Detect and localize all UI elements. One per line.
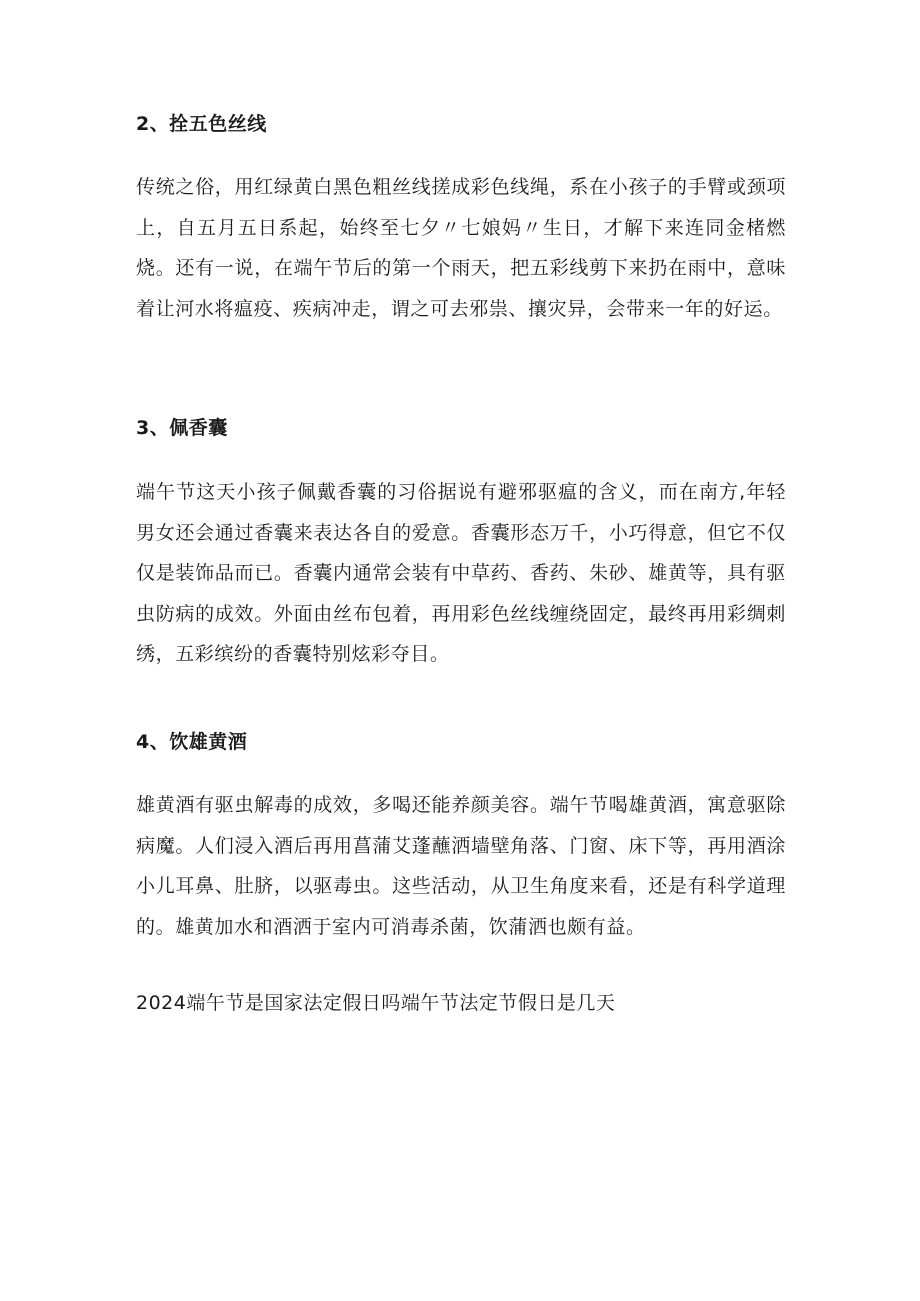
section-body-five-color-thread: 传统之俗，用红绿黄白黑色粗丝线搓成彩色线绳，系在小孩子的手臂或颈项上，自五月五日系起，始终至七夕〃七娘妈〃生日，才解下来连同金楮燃烧。还有一说，在端午节后的第一个雨天，把五彩线剪下来扔在雨中，意味着让河水将瘟疫、疾病冲走，谓之可去邪祟、攘灾异，会带来一年的好运。 <box>136 176 786 320</box>
section-heading-realgar-wine: 4、饮雄黄酒 <box>136 731 248 753</box>
section-body-sachet: 端午节这天小孩子佩戴香囊的习俗据说有避邪驱瘟的含义，而在南方,年轻男女还会通过香囊来表达各自的爱意。香囊形态万千，小巧得意，但它不仅仅是装饰品而已。香囊内通常会装有中草药、香药、朱砂、雄黄等，具有驱虫防病的成效。外面由丝布包着，再用彩色丝线缠绕固定，最终再用彩绸刺绣，五彩缤纷的香囊特别炫彩夺目。 <box>136 481 786 665</box>
closing-line: 2024端午节是国家法定假日吗端午节法定节假日是几天 <box>136 992 616 1014</box>
section-body-realgar-wine: 雄黄酒有驱虫解毒的成效，多喝还能养颜美容。端午节喝雄黄酒，寓意驱除病魔。人们浸入酒后再用菖蒲艾蓬蘸洒墙壁角落、门窗、床下等，再用酒涂小儿耳鼻、肚脐，以驱毒虫。这些活动，从卫生角度来看，还是有科学道理的。雄黄加水和酒洒于室内可消毒杀菌，饮蒲洒也颇有益。 <box>136 794 786 938</box>
section-heading-five-color-thread: 2、拴五色丝线 <box>136 113 267 135</box>
section-heading-sachet: 3、佩香囊 <box>136 417 228 439</box>
